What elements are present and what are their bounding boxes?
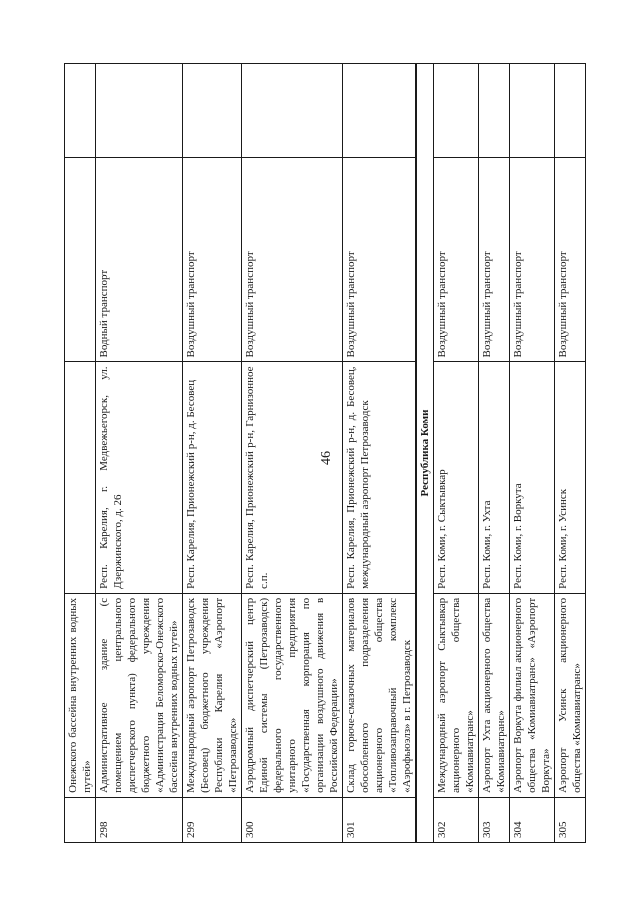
cell-num: 298 bbox=[96, 797, 183, 842]
cell-empty bbox=[510, 64, 555, 159]
cell-name: Международный аэропорт Петрозаводск (Бесовец) бюджетного учреждения Республики Карелия «Аэропорт «Петрозаводск» bbox=[183, 593, 242, 797]
cell-addr: Респ. Карелия, Прионежский р-н, д. Бесовец bbox=[183, 362, 242, 593]
cell-empty bbox=[479, 64, 510, 159]
cell-num: 305 bbox=[555, 797, 586, 842]
table-row bbox=[479, 64, 510, 843]
table-row bbox=[343, 64, 417, 843]
cell-type: Воздушный транспорт bbox=[479, 158, 510, 362]
cell-empty bbox=[434, 64, 479, 159]
rotated-table-container bbox=[64, 63, 584, 843]
cell-type: Воздушный транспорт bbox=[434, 158, 479, 362]
cell-num bbox=[65, 797, 96, 842]
cell-addr: Респ. Коми, г. Воркута bbox=[510, 362, 555, 593]
cell-type: Воздушный транспорт bbox=[242, 158, 343, 362]
table-row bbox=[96, 64, 183, 843]
table-row bbox=[242, 64, 343, 843]
cell-name: Аэропорт Ухта акционерного общества «Комиавиатранс» bbox=[479, 593, 510, 797]
cell-empty bbox=[65, 64, 96, 159]
cell-type: Воздушный транспорт bbox=[183, 158, 242, 362]
table-row bbox=[65, 64, 96, 843]
region-title: Республика Коми bbox=[416, 64, 434, 843]
cell-name: Административное здание (с помещением центрального диспетчерского пункта) федерального бюджетного учреждения «Администрация Беломорско-Онежского бассейна внутренних водных путей» bbox=[96, 593, 183, 797]
cell-type: Водный транспорт bbox=[96, 158, 183, 362]
cell-type bbox=[65, 158, 96, 362]
cell-addr: Респ. Карелия, г. Медвежьегорск, ул. Дзержинского, д. 26 bbox=[96, 362, 183, 593]
table-row bbox=[434, 64, 479, 843]
region-row bbox=[416, 64, 434, 843]
cell-type: Воздушный транспорт bbox=[555, 158, 586, 362]
cell-empty bbox=[96, 64, 183, 159]
cell-addr bbox=[65, 362, 96, 593]
cell-empty bbox=[343, 64, 417, 159]
cell-type: Воздушный транспорт bbox=[510, 158, 555, 362]
cell-empty bbox=[183, 64, 242, 159]
cell-empty bbox=[242, 64, 343, 159]
cell-addr: Респ. Коми, г. Усинск bbox=[555, 362, 586, 593]
cell-num: 303 bbox=[479, 797, 510, 842]
cell-addr: Респ. Карелия, Прионежский р-н, Гарнизонное с.п. bbox=[242, 362, 343, 593]
cell-type: Воздушный транспорт bbox=[343, 158, 417, 362]
cell-name: Аэропорт Воркута филиал акционерного общества «Комиавиатранс» «Аэропорт Воркута» bbox=[510, 593, 555, 797]
page-number: 46 bbox=[319, 451, 334, 465]
cell-num: 300 bbox=[242, 797, 343, 842]
cell-name: Аэропорт Усинск акционерного общества «Комиавиатранс» bbox=[555, 593, 586, 797]
objects-table bbox=[64, 63, 586, 843]
table-row bbox=[183, 64, 242, 843]
cell-addr: Респ. Коми, г. Ухта bbox=[479, 362, 510, 593]
cell-num: 302 bbox=[434, 797, 479, 842]
cell-name: Международный аэропорт Сыктывкар акционерного общества «Комиавиатранс» bbox=[434, 593, 479, 797]
cell-num: 299 bbox=[183, 797, 242, 842]
cell-addr: Респ. Коми, г. Сыктывкар bbox=[434, 362, 479, 593]
cell-num: 301 bbox=[343, 797, 417, 842]
cell-name: Склад горюче-смазочных материалов обособленного подразделения акционерного общества «Топливозаправочный комплекс «Аэрофьюэлз» в г. Петрозаводск bbox=[343, 593, 417, 797]
table-row bbox=[555, 64, 586, 843]
cell-addr: Респ. Карелия, Прионежский р-н, д. Бесовец, международный аэропорт Петрозаводск bbox=[343, 362, 417, 593]
cell-num: 304 bbox=[510, 797, 555, 842]
cell-name: Аэродромный диспетчерский центр Единой системы (Петрозаводск) федерального государственного унитарного предприятия «Государственная корпорация по организации воздушного движения в Российской Федерации» bbox=[242, 593, 343, 797]
cell-empty bbox=[555, 64, 586, 159]
table-row bbox=[510, 64, 555, 843]
cell-name: Онежского бассейна внутренних водных путей» bbox=[65, 593, 96, 797]
